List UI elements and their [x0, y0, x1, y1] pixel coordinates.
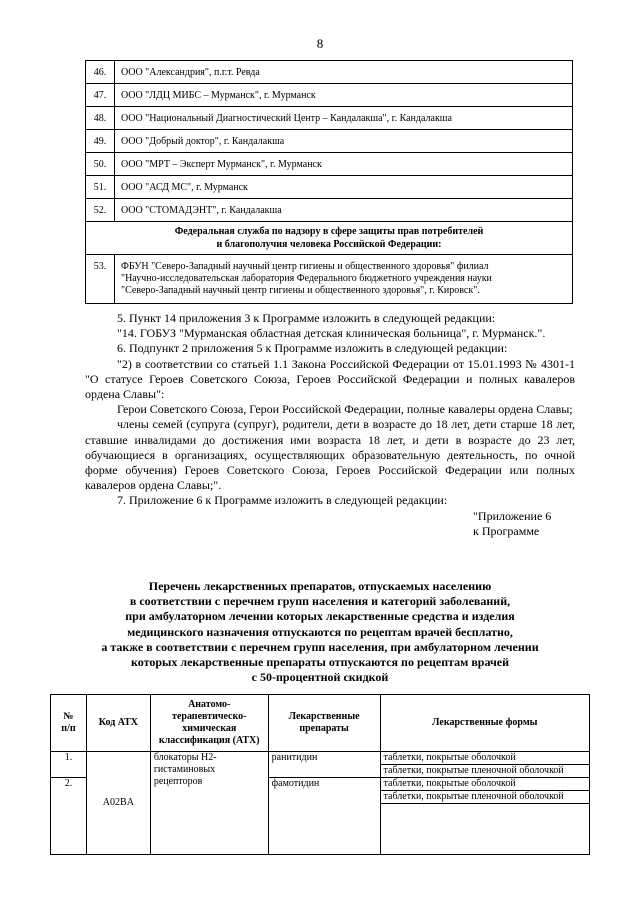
row-number: 46.: [86, 61, 115, 84]
drug-name: фамотидин: [268, 778, 380, 855]
drug-form-empty: [380, 804, 589, 855]
heading-line: медицинского назначения отпускаются по рецептам врачей бесплатно,: [127, 624, 513, 639]
heading-line: в соответствии с перечнем групп населения и категорий заболеваний,: [129, 594, 511, 609]
row-number: 50.: [86, 153, 115, 176]
paragraph: члены семей (супруга (супруг), родители, дети в возрасте до 18 лет, дети старше 18 лет, ставшие инвалидами до достижения ими возраста 18 лет, и дети в возрасте до 23 лет, обучающиеся в организациях, осуществляющих образовательную деятельность, по очной форме обучения) Героев Советского Союза, Героев Российской Федерации или полных кавалеров ордена Славы;".: [85, 417, 575, 493]
heading-line: при амбулаторном лечении которых лекарственные средства и изделия: [125, 609, 515, 624]
header-text: Анатомо-: [188, 699, 231, 710]
organization-name: ООО "СТОМАДЭНТ", г. Кандалакша: [115, 199, 573, 222]
row-number: 51.: [86, 176, 115, 199]
row-number: 53.: [86, 255, 115, 304]
section-line: и благополучия человека Российской Федерации:: [216, 239, 442, 250]
classification-line: блокаторы Н2-: [153, 752, 217, 763]
row-number: 2.: [51, 778, 87, 855]
organization-line: ФБУН "Северо-Западный научный центр гигиены и общественного здоровья" филиал: [121, 261, 489, 272]
heading-line: которых лекарственные препараты отпускаются по рецептам врачей: [130, 655, 510, 670]
organization-name: ООО "ЛДЦ МИБС – Мурманск", г. Мурманск: [115, 84, 573, 107]
paragraph: "2) в соответствии со статьей 1.1 Закона Российской Федерации от 15.01.1993 № 4301-1 "О статусе Героев Советского Союза, Героев Российской Федерации и полных кавалеров ордена Славы":: [85, 356, 575, 402]
row-number: 52.: [86, 199, 115, 222]
header-number: [51, 695, 87, 752]
table-row: [86, 61, 573, 84]
page-number: 8: [316, 36, 324, 51]
table-row: [86, 130, 573, 153]
header-text: терапевтическо-: [172, 711, 247, 722]
header-forms: Лекарственные формы: [380, 695, 589, 752]
header-drugs: [268, 695, 380, 752]
organization-name: ООО "Александрия", п.г.т. Ревда: [115, 61, 573, 84]
header-text: №: [63, 711, 74, 722]
section-row: [86, 222, 573, 255]
table-row: [86, 199, 573, 222]
paragraph: 7. Приложение 6 к Программе изложить в следующей редакции:: [117, 493, 448, 508]
annex-label: "Приложение 6: [473, 508, 552, 523]
paragraph: 5. Пункт 14 приложения 3 к Программе изложить в следующей редакции:: [117, 311, 496, 325]
header-atc-classification: [150, 695, 268, 752]
table-row: [51, 752, 590, 765]
table-row: [86, 255, 573, 304]
classification-line: рецепторов: [153, 776, 203, 787]
row-number: 47.: [86, 84, 115, 107]
list-heading: [70, 579, 570, 685]
row-number: 1.: [51, 752, 87, 778]
table-row: [86, 84, 573, 107]
atc-code: A02BA: [86, 752, 150, 855]
drug-form: таблетки, покрытые оболочкой: [380, 752, 589, 765]
annex-label: к Программе: [473, 523, 540, 538]
organization-name: ООО "АСД МС", г. Мурманск: [115, 176, 573, 199]
classification-line: гистаминовых: [153, 764, 216, 775]
header-text: Лекарственные: [288, 711, 360, 722]
drug-form: таблетки, покрытые пленочной оболочкой: [380, 765, 589, 778]
organization-name: ООО "Добрый доктор", г. Кандалакша: [115, 130, 573, 153]
heading-line: Перечень лекарственных препаратов, отпускаемых населению: [148, 579, 492, 593]
header-text: классификация (АТХ): [158, 735, 260, 746]
organization-line: "Северо-Западный научный центр гигиены и общественного здоровья", г. Кировск".: [121, 285, 480, 296]
drug-name: ранитидин: [268, 752, 380, 778]
organization-name: ООО "Национальный Диагностический Центр – Кандалакша", г. Кандалакша: [115, 107, 573, 130]
organization-name: [115, 255, 573, 304]
drugs-table: [50, 694, 590, 855]
organizations-table: [85, 60, 573, 304]
paragraph: 6. Подпункт 2 приложения 5 к Программе изложить в следующей редакции:: [117, 341, 508, 356]
organization-name: ООО "МРТ – Эксперт Мурманск", г. Мурманск: [115, 153, 573, 176]
table-row: [86, 107, 573, 130]
section-line: Федеральная служба по надзору в сфере защиты прав потребителей: [174, 226, 484, 237]
table-row: [86, 153, 573, 176]
heading-line: с 50-процентной скидкой: [251, 670, 389, 685]
paragraph: "14. ГОБУЗ "Мурманская областная детская клиническая больница", г. Мурманск.".: [117, 326, 546, 341]
header-text: п/п: [61, 723, 76, 734]
atc-classification: [150, 752, 268, 855]
drug-form: таблетки, покрытые оболочкой: [380, 778, 589, 791]
paragraph: Герои Советского Союза, Герои Российской Федерации, полные кавалеры ордена Славы;: [117, 402, 573, 417]
heading-line: а также в соответствии с перечнем групп населения, при амбулаторном лечении: [101, 639, 539, 654]
document-body: [85, 311, 575, 539]
row-number: 49.: [86, 130, 115, 153]
table-row: [86, 176, 573, 199]
header-text: химическая: [182, 723, 237, 734]
table-header-row: [51, 695, 590, 752]
organization-line: "Научно-исследовательская лаборатория Федерального бюджетного учреждения науки: [121, 273, 492, 284]
header-atc-code: Код АТХ: [86, 695, 150, 752]
section-header: [86, 222, 573, 255]
drug-form: таблетки, покрытые пленочной оболочкой: [380, 791, 589, 804]
row-number: 48.: [86, 107, 115, 130]
header-text: препараты: [299, 723, 349, 734]
